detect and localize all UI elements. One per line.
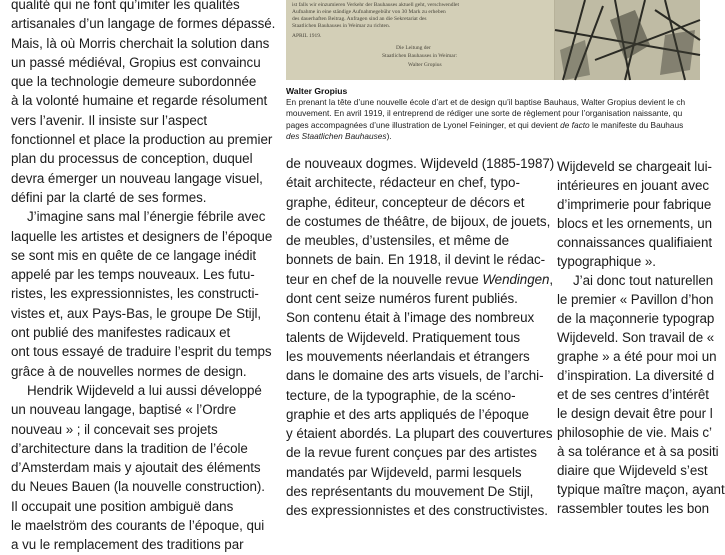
manifesto-image — [286, 0, 700, 80]
text-line: graphe, éditeur, concepteur de décors et — [286, 194, 525, 210]
manifesto-text-line: ist falls wir einzumieren Verkehr der Bauhauses aktuell geht, verschwendlet — [292, 2, 459, 8]
text-line: typique maître maçon, ayant — [557, 482, 725, 497]
caption-line: pages accompagnées d’une illustration de Lyonel Feininger, et qui devient de facto le manifeste du Bauhaus — [286, 119, 684, 130]
text-line: à sa tolérance et à sa positi — [557, 444, 719, 459]
text-line: blocs et les ornements, un — [557, 216, 713, 231]
text-line: talents de Wijdeveld. Pratiquement tous — [286, 329, 521, 345]
text-line: de la revue furent conçues par des artistes — [286, 445, 537, 461]
text-line: ristes, les expressionnistes, les constructi- — [11, 286, 259, 302]
text-line: le premier « Pavillon d’hon — [557, 292, 714, 307]
text-line: laquelle les artistes et designers de l’époque — [11, 228, 273, 244]
body-column-2 — [286, 154, 555, 521]
text-line: diaire que Wijdeveld s’est — [557, 463, 708, 478]
manifesto-text-line: APRIL 1919. — [292, 33, 322, 39]
caption-line: des Staatlichen Bauhauses). — [286, 130, 392, 141]
manifesto-text-line: Staatlichen Bauhauses in Weimar: — [382, 53, 458, 59]
text-line: fonctionnel et place la production au premier — [11, 132, 273, 148]
body-column-3 — [557, 157, 725, 518]
text-line: Wijdeveld. Son travail de « — [557, 330, 715, 345]
manifesto-document-scan — [286, 0, 555, 80]
text-line: graphie et des arts appliqués de l’époque — [286, 406, 529, 422]
text-line: un nouveau langage, baptisé « l’Ordre — [11, 402, 237, 418]
text-line: de nouveaux dogmes. Wijdeveld (1885-1987) — [286, 156, 555, 171]
text-line: qualité qui ne font qu’imiter les qualités — [11, 0, 240, 12]
manifesto-text-line: Die Leitung der — [396, 45, 431, 51]
text-line: devra émerger un nouveau langage visuel, — [11, 170, 263, 186]
text-line: intérieures en jouant avec — [557, 178, 710, 193]
text-line: d’inspiration. La diversité d — [557, 368, 715, 383]
text-line: un passé médiéval, Gropius est convaincu — [11, 54, 261, 70]
text-line: grâce à de nouvelles normes de design. — [11, 363, 247, 379]
text-line: dans le domaine des arts visuels, de l’archi- — [286, 368, 544, 384]
text-line: de costumes de théâtre, de bijoux, de jouets, — [286, 213, 551, 229]
text-line: Il occupait une position ambiguë dans — [11, 498, 234, 514]
text-line: teur en chef de la nouvelle revue Wendingen, — [286, 271, 554, 287]
text-line: ont publié des manifestes radicaux et — [11, 325, 231, 341]
caption-line: mouvement. En avril 1919, il entreprend de rédiger une sorte de règlement pour l’organisation naissante, qu — [286, 108, 683, 119]
text-line: vistes et, aux Pays-Bas, le groupe De Stijl, — [11, 305, 262, 321]
manifesto-text-line: des dauerhaften Beitrag. Anfragen sind an die Sekretariat des — [292, 16, 427, 22]
text-line: connaissances qualifiaient — [557, 235, 713, 250]
text-line: d’architecture dans la tradition de l’école — [11, 440, 248, 456]
text-line: appelé par les temps nouveaux. Les futu- — [11, 267, 255, 283]
text-line: nouveau » ; il concevait ses projets — [11, 421, 218, 437]
text-line: J’imagine sans mal l’énergie fébrile avec — [27, 209, 266, 225]
text-line: mandatés par Wijdeveld, parmi lesquels — [286, 464, 522, 480]
paragraph — [11, 381, 269, 555]
manifesto-text-line: Aufnahme in eine ständige Aufnahmegebühr von 30 Mark zu erheben — [292, 9, 446, 15]
text-line: Hendrik Wijdeveld a lui aussi développé — [27, 382, 262, 398]
text-line: vers l’avenir. Il insiste sur l’aspect — [11, 112, 208, 128]
text-line: typographique ». — [557, 254, 656, 269]
text-line: philosophie de vie. Mais c’ — [557, 425, 712, 440]
text-line: Mais, là où Morris cherchait la solution dans — [11, 35, 270, 51]
text-line: à la volonté humaine et regarde résolument — [11, 93, 268, 109]
text-line: d’Amsterdam mais y ajoutait des éléments — [11, 460, 261, 476]
text-line: plan du processus de conception, duquel — [11, 151, 253, 167]
text-line: de la maçonnerie typograp — [557, 311, 715, 326]
paragraph — [11, 0, 276, 207]
text-line: du Neues Bauen (la nouvelle construction). — [11, 479, 265, 495]
text-line: a vu le remplacement des traditions par — [11, 537, 244, 553]
text-line: de meubles, d’ustensiles, et même de — [286, 233, 509, 249]
paragraph — [11, 207, 273, 381]
feininger-woodcut-illustration — [555, 0, 700, 80]
text-line: des expressionnistes et des constructivistes. — [286, 503, 548, 519]
text-line: rassembler toutes les bon — [557, 501, 710, 516]
manifesto-text-line: Staatlichen Bauhauses in Weimar zu richten. — [292, 23, 391, 29]
text-line: dont cent seize numéros furent publiés. — [286, 291, 518, 307]
text-line: se sont mis en quête de ce langage inédit — [11, 247, 257, 263]
text-line: y étaient abordés. La plupart des couvertures — [286, 426, 553, 442]
text-line: graphe » a été pour moi un — [557, 349, 717, 364]
text-line: ont tous essayé de traduire l’esprit du temps — [11, 344, 272, 360]
manifesto-text-line: Walter Gropius — [408, 62, 442, 68]
text-line: était architecte, rédacteur en chef, typo- — [286, 175, 520, 191]
text-line: le maelström des courants de l’époque, qui — [11, 518, 265, 534]
caption-title: Walter Gropius — [286, 86, 348, 96]
text-line: J’ai donc tout naturellen — [573, 273, 714, 288]
text-line: artisanales d’un langage de formes dépassé. — [11, 16, 276, 32]
text-line: Wijdeveld se chargeait lui- — [557, 159, 712, 174]
text-line: que la technologie demeure subordonnée — [11, 74, 257, 90]
text-line: les mouvements néerlandais et étrangers — [286, 348, 530, 364]
text-line: bonnets de bain. En 1918, il devint le rédac- — [286, 252, 546, 268]
text-line: et de ses centres d’intérêt — [557, 387, 709, 402]
text-line: tecture, de la typographie, de la scénο- — [286, 387, 516, 403]
caption-line: En prenant la tête d’une nouvelle école d’art et de design qu’il baptise Bauhaus, Walter Gropius devient le ch — [286, 97, 686, 107]
text-line: le design devait être pour l — [557, 406, 713, 421]
text-line: Son contenu était à l’image des nombreux — [286, 310, 535, 326]
caption-body — [286, 97, 700, 142]
body-column-1 — [11, 0, 276, 555]
text-line: d’imprimerie pour fabrique — [557, 197, 712, 212]
text-line: défini par la clarté de ses formes. — [11, 189, 207, 205]
text-line: des représentants du mouvement De Stijl, — [286, 484, 534, 500]
